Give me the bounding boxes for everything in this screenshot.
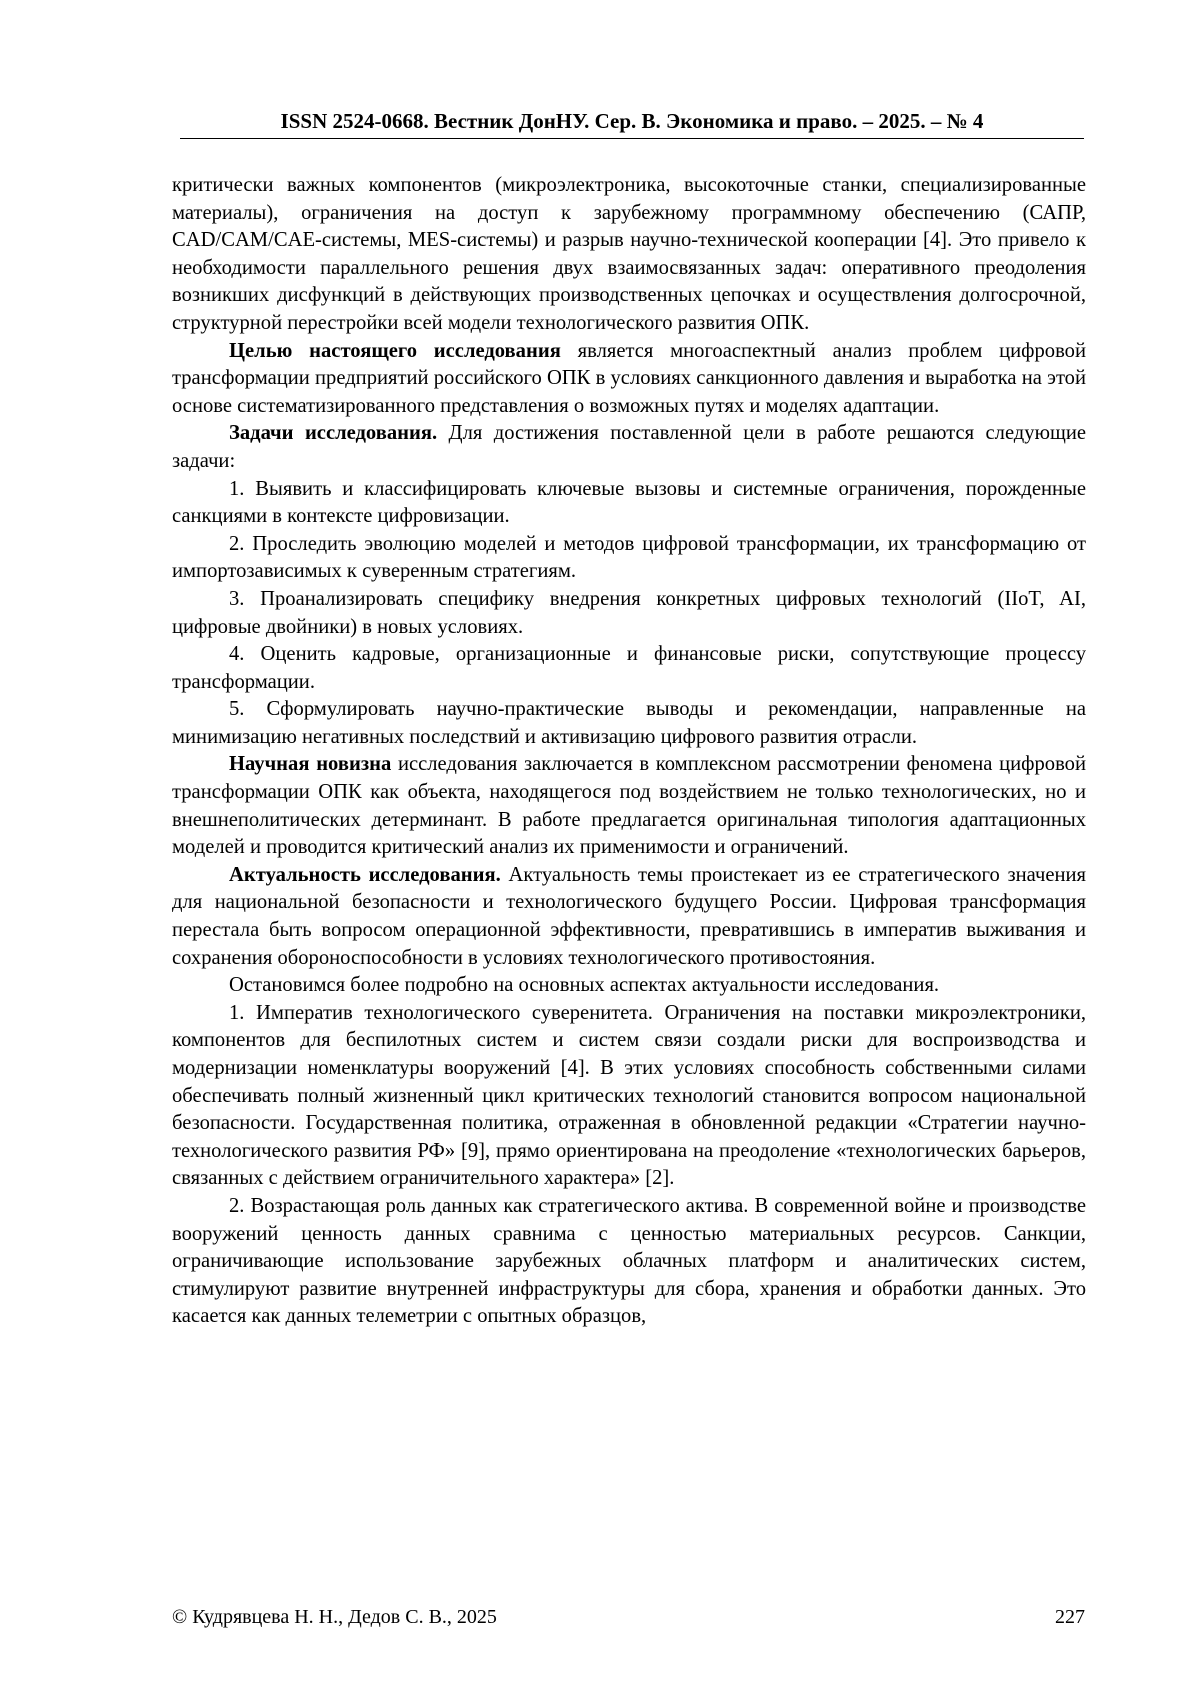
paragraph-scientific-novelty [172, 751, 1086, 861]
research-goal-text: является многоаспектный анализ проблем цифровой трансформации предприятий российского ОПК в условиях санкционного давления и выработка на этой основе систематизированного представления о возможных путях и моделях адаптации. [172, 339, 1086, 417]
aspect-item-1: 1. Императив технологического суверенитета. Ограничения на поставки микроэлектроники, компонентов для беспилотных систем и систем связи создали риски для воспроизводства и модернизации номенклатуры вооружений [4]. В этих условиях способность собственными силами обеспечивать полный жизненный цикл критических технологий становится вопросом национальной безопасности. Государственная политика, отраженная в обновленной редакции «Стратегии научно-технологического развития РФ» [9], прямо ориентирована на преодоление «технологических барьеров, связанных с действием ограничительного характера» [2]. [172, 1001, 1086, 1190]
paragraph-research-tasks [172, 420, 1086, 475]
scientific-novelty-heading: Научная новизна [229, 753, 392, 776]
research-tasks-text: Для достижения поставленной цели в работе решаются следующие задачи: [172, 422, 1086, 472]
header-divider [180, 138, 1084, 139]
paragraph-research-goal [172, 338, 1086, 421]
paragraph-sanctions-context: критически важных компонентов (микроэлектроника, высокоточные станки, специализированные материалы), ограничения на доступ к зарубежному программному обеспечению (САПР, CAD/CAM/CAE-системы, MES-системы) и разрыв научно-технической кооперации [4]. Это привело к необходимости параллельного решения двух взаимосвязанных задач: оперативного преодоления возникших дисфункций в действующих производственных цепочках и осуществления долгосрочной, структурной перестройки всей модели технологического развития ОПК. [172, 174, 1086, 334]
task-item-2: 2. Проследить эволюцию моделей и методов цифровой трансформации, их трансформацию от импортозависимых к суверенным стратегиям. [172, 532, 1086, 583]
research-goal-heading: Целью настоящего исследования [229, 339, 561, 362]
journal-header: ISSN 2524-0668. Вестник ДонНУ. Сер. В. Экономика и право. – 2025. – № 4 [280, 109, 984, 133]
aspect-item-2: 2. Возрастающая роль данных как стратегического актива. В современной войне и производстве вооружений ценность данных сравнима с ценностью материальных ресурсов. Санкции, ограничивающие использование зарубежных облачных платформ и аналитических систем, стимулируют развитие внутренней инфраструктуры для сбора, хранения и обработки данных. Это касается как данных телеметрии с опытных образцов, [172, 1194, 1086, 1328]
research-tasks-heading: Задачи исследования. [229, 422, 438, 445]
paragraph-relevance [172, 862, 1086, 972]
relevance-heading: Актуальность исследования. [229, 863, 501, 886]
task-item-5: 5. Сформулировать научно-практические выводы и рекомендации, направленные на минимизацию негативных последствий и активизацию цифрового развития отрасли. [172, 698, 1086, 748]
task-item-1: 1. Выявить и классифицировать ключевые вызовы и системные ограничения, порожденные санкциями в контексте цифровизации. [172, 477, 1086, 528]
paragraph-relevance-intro: Остановимся более подробно на основных аспектах актуальности исследования. [229, 974, 940, 997]
article-body [172, 172, 1086, 1331]
task-item-3: 3. Проанализировать специфику внедрения конкретных цифровых технологий (IIoT, AI, цифровые двойники) в новых условиях. [172, 587, 1086, 638]
page-number: 227 [1055, 1606, 1085, 1628]
copyright-footer: © Кудрявцева Н. Н., Дедов С. В., 2025 [172, 1606, 497, 1628]
relevance-text: Актуальность темы проистекает из ее стратегического значения для национальной безопасности и технологического будущего России. Цифровая трансформация перестала быть вопросом операционной эффективности, превратившись в императив выживания и сохранения обороноспособности в условиях технологического противостояния. [172, 863, 1086, 969]
scientific-novelty-text: исследования заключается в комплексном рассмотрении феномена цифровой трансформации ОПК как объекта, находящегося под воздействием не только технологических, но и внешнеполитических детерминант. В работе предлагается оригинальная типология адаптационных моделей и проводится критический анализ их применимости и ограничений. [172, 753, 1086, 859]
task-item-4: 4. Оценить кадровые, организационные и финансовые риски, сопутствующие процессу трансформации. [172, 643, 1086, 693]
